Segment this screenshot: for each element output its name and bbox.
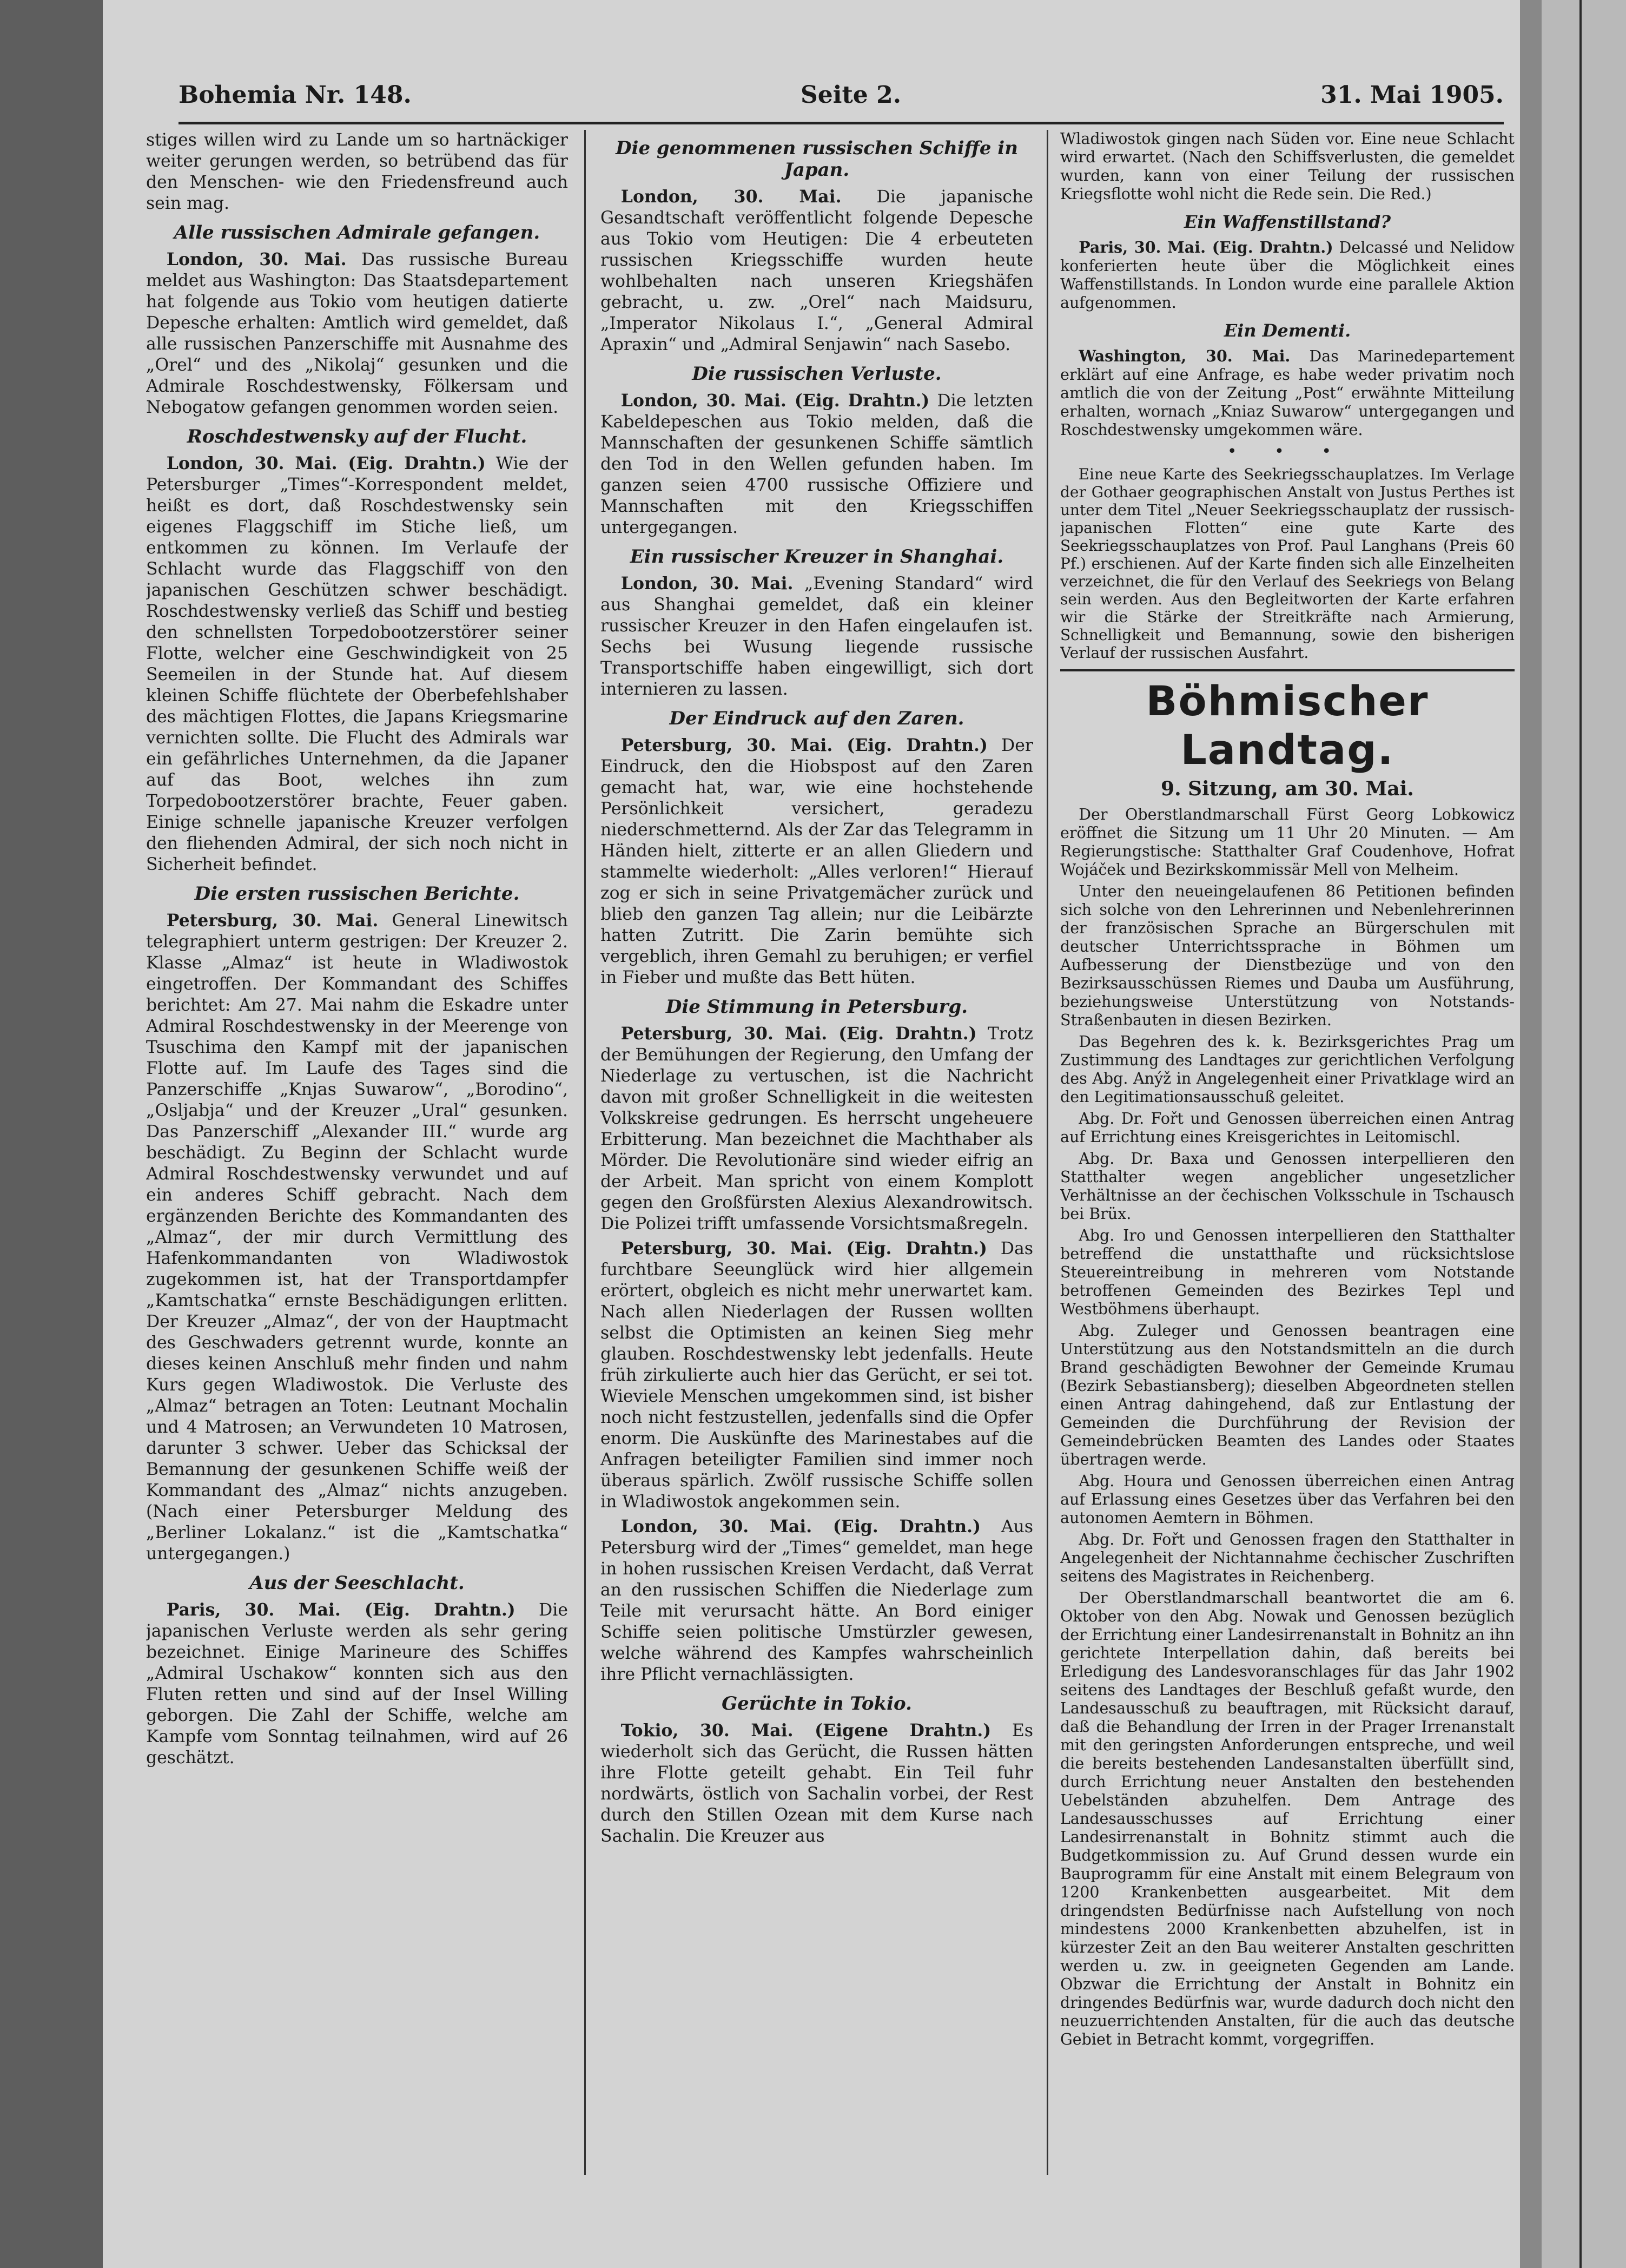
page-header	[179, 81, 1504, 119]
landtag-paragraph: Abg. Dr. Baxa und Genossen interpellieren den Statthalter wegen angeblicher ungesetzlicher Verhältnisse an der čechischen Volksschule in Tschausch bei Brüx.	[1060, 1150, 1515, 1223]
col3-headline-dementi: Ein Dementi.	[1224, 320, 1351, 341]
col2-headline-verluste: Die russischen Verluste.	[692, 363, 942, 385]
article-text: Die letzten Kabeldepeschen aus Tokio melden, daß die Mannschaften der gesunkenen Schiffe sämtlich den Tod in den Wellen gefunden haben. Im ganzen seien 4700 russische Offiziere und Mannschaften mit den Kriegsschiffen untergegangen.	[600, 391, 1033, 537]
col1-intro: stiges willen wird zu Lande um so hartnäckiger weiter gerungen werden, so betrübend das für den Menschen- wie den Friedensfreund auch sein mag.	[146, 130, 568, 213]
col2-article-schiffe-japan	[600, 186, 1033, 355]
landtag-paragraph: Der Oberstlandmarschall beantwortet die am 6. Oktober von den Abg. Nowak und Genossen bezüglich der Errichtung einer Landesirrenanstalt in Bohnitz an ihn gerichtete Interpellation dahin, daß bereits bei Erledigung des Landesvoranschlages für das Jahr 1902 seitens des Landtages der Beschluß gefaßt wurde, den Landesausschuß zu beauftragen, mit Rücksicht darauf, daß die Behandlung der Irren in der Prager Irrenanstalt mit den geringsten Anforderungen entspreche, und weil die bereits bestehenden Landesanstalten überfüllt sind, durch Errichtung neuer Anstalten den bestehenden Uebelständen abzuhelfen. Dem Antrage des Landesausschusses auf Errichtung einer Landesirrenanstalt in Bohnitz stimmt auch die Budgetkommission zu. Auf Grund dessen wurde ein Bauprogramm für eine Anstalt mit einem Belegraum von 1200 Krankenbetten ausgearbeitet. Mit dem dringendsten Bedürfnisse nach Aufstellung von noch mindestens 2000 Krankenbetten abzuhelfen, ist in kürzester Zeit an den Bau weiterer Anstalten geschritten werden u. zw. in geeigneten Gegenden am Lande. Obzwar die Errichtung der Anstalt in Bohnitz ein dringendes Bedürfnis war, wurde dadurch doch nicht den neuzuerrichtenden Anstalten, für die auch das deutsche Gebiet in Betracht kommt, vorgegriffen.	[1060, 1589, 1515, 2048]
header-page-number: Seite 2.	[801, 81, 902, 109]
col3-article-waffenstillstand	[1060, 238, 1515, 312]
dateline: Paris, 30. Mai. (Eig. Drahtn.)	[1079, 238, 1333, 256]
article-text: Es wiederholt sich das Gerücht, die Russen hätten ihre Flotte geteilt gehabt. Ein Teil fuhr nordwärts, östlich von Sachalin vorbei, der Rest durch den Stillen Ozean mit dem Kurse nach Sachalin. Die Kreuzer aus	[600, 1721, 1033, 1846]
article-text: General Linewitsch telegraphiert unterm gestrigen: Der Kreuzer 2. Klasse „Almaz“ ist heute in Wladiwostok eingetroffen. Der Kommandant des Schiffes berichtet: Am 27. Mai nahm die Eskadre unter Admiral Roschdestwensky in der Meerenge von Tsuschima den Kampf mit der japanischen Flotte auf. Im Laufe des Tages sind die Panzerschiffe „Knjas Suwarow“, „Borodino“, „Osljabja“ und der Kreuzer „Ural“ gesunken. Das Panzerschiff „Alexander III.“ wurde arg beschädigt. Zu Beginn der Schlacht wurde Admiral Roschdestwensky verwundet und auf ein anderes Schiff gebracht. Nach dem ergänzenden Berichte des Kommandanten des „Almaz“, der mir durch Vermittlung des Hafenkommandanten von Wladiwostok zugekommen ist, hat der Transportdampfer „Kamtschatka“ ernste Beschädigungen erlitten. Der Kreuzer „Almaz“, der von der Hauptmacht des Geschwaders getrennt wurde, konnte an dieses keinen Anschluß mehr finden und nahm Kurs gegen Wladiwostok. Die Verluste des „Almaz“ betragen an Toten: Leutnant Mochalin und 4 Matrosen; an Verwundeten 10 Matrosen, darunter 3 schwer. Ueber das Schicksal der Bemannung der gesunkenen Schiffe weiß der Kommandant des „Almaz“ nichts anzugeben. (Nach einer Petersburger Meldung des „Berliner Lokalanz.“ ist die „Kamtschatka“ untergegangen.)	[146, 911, 568, 1564]
scan-edge-shadow	[1520, 0, 1542, 2268]
col2-article-stimmung	[600, 1023, 1033, 1235]
dateline: Petersburg, 30. Mai. (Eig. Drahtn.)	[620, 1238, 987, 1258]
col2-headline-stimmung: Die Stimmung in Petersburg.	[665, 996, 968, 1018]
landtag-paragraph: Unter den neueingelaufenen 86 Petitionen befinden sich solche von den Lehrerinnen und Nebenlehrerinnen der französischen Sprache an Bürgerschulen mit deutscher Unterrichtssprache in Böhmen um Aufbesserung der Dienstbezüge und von den Bezirksausschüssen Riemes und Dauba um Ausführung, beziehungsweise Unterstützung von Notstands-Straßenbauten in diesen Bezirken.	[1060, 882, 1515, 1029]
col1-headline-berichte: Die ersten russischen Berichte.	[194, 883, 520, 905]
col3-notice-karte: Eine neue Karte des Seekriegsschauplatzes. Im Verlage der Gothaer geographischen Anstalt von Justus Perthes ist unter dem Titel „Neuer Seekriegsschauplatz der russisch-japanischen Flotten“ eine gute Karte des Seekriegsschauplatzes von Prof. Paul Langhans (Preis 60 Pf.) erschienen. Auf der Karte finden sich alle Einzelheiten verzeichnet, die für den Verlauf des Seekriegs von Belang sein werden. Aus den Begleitworten der Karte erfahren wir die Stärke der Streitkräfte nach Armierung, Schnelligkeit und Bemannung, sowie den bisherigen Verlauf der russischen Ausfahrt.	[1060, 465, 1515, 662]
col1-headline-admirale: Alle russischen Admirale gefangen.	[174, 222, 540, 243]
col3-headline-waffenstillstand: Ein Waffenstillstand?	[1184, 212, 1391, 232]
landtag-paragraph: Abg. Houra und Genossen überreichen einen Antrag auf Erlassung eines Gesetzes über das Verfahren bei den autonomen Aemtern in Böhmen.	[1060, 1472, 1515, 1527]
col2-headline-schiffe-japan: Die genommenen russischen Schiffe in Japan.	[616, 137, 1018, 181]
landtag-title: Böhmischer Landtag.	[1146, 677, 1429, 774]
col3-article-dementi	[1060, 347, 1515, 439]
article-text: Wie der Petersburger „Times“-Korrespondent meldet, heißt es dort, daß Roschdestwensky sein eigenes Flaggschiff im Stiche ließ, um entkommen zu können. Im Verlaufe der Schlacht wurde das Flaggschiff von den japanischen Geschützen schwer beschädigt. Roschdestwensky verließ das Schiff und bestieg den schnellsten Torpedobootzerstörer seiner Flotte, welcher eine Geschwindigkeit von 25 Seemeilen in der Stunde hat. Auf diesem kleinen Schiffe flüchtete der Oberbefehlshaber des mächtigen Flottes, die Japans Kriegsmarine vernichten sollte. Die Flucht des Admirals war ein gefährliches Unternehmen, da die Japaner auf das Boot, welches ihn zum Torpedobootzerstörer brachte, Feuer gaben. Einige schnelle japanische Kreuzer verfolgen den fliehenden Admiral, der sich noch nicht in Sicherheit befindet.	[146, 454, 568, 874]
dateline: Petersburg, 30. Mai. (Eig. Drahtn.)	[620, 1024, 977, 1044]
col3-intro: Wladiwostok gingen nach Süden vor. Eine neue Schlacht wird erwartet. (Nach den Schiffsverlusten, die gemeldet wurden, kann von einer Teilung der russischen Kriegsflotte wohl nicht die Rede sein. Die Red.)	[1060, 130, 1515, 203]
col1-headline-flucht: Roschdestwensky auf der Flucht.	[187, 426, 527, 447]
col2-headline-shanghai: Ein russischer Kreuzer in Shanghai.	[630, 546, 1004, 568]
landtag-paragraph: Der Oberstlandmarschall Fürst Georg Lobkowicz eröffnet die Sitzung um 11 Uhr 20 Minuten. — Am Regierungstische: Statthalter Graf Coudenhove, Hofrat Wojáček und Bezirkskommissär Mell von Melheim.	[1060, 806, 1515, 879]
dateline: Paris, 30. Mai. (Eig. Drahtn.)	[166, 1600, 515, 1620]
col1-headline-seeschlacht: Aus der Seeschlacht.	[249, 1572, 465, 1594]
dateline: Petersburg, 30. Mai. (Eig. Drahtn.)	[620, 735, 988, 755]
col2-article-seeunglueck	[600, 1238, 1033, 1513]
dateline: Washington, 30. Mai.	[1079, 347, 1291, 365]
header-paper-name: Bohemia Nr. 148.	[179, 81, 412, 109]
landtag-rule	[1060, 669, 1515, 671]
article-text: Die japanischen Verluste werden als sehr gering bezeichnet. Einige Marineure des Schiffes „Admiral Uschakow“ konnten sich aus den Fluten retten und sind auf der Insel Willing geborgen. Die Zahl der Schiffe, welche am Kampfe vom Sonntag teilnahmen, wird auf 26 geschätzt.	[146, 1600, 568, 1768]
col2-article-shanghai	[600, 573, 1033, 700]
col2-article-tokio	[600, 1720, 1033, 1847]
col1-article-seeschlacht	[146, 1599, 568, 1769]
article-text: Das russische Bureau meldet aus Washington: Das Staatsdepartement hat folgende aus Tokio vom heutigen datierte Depesche erhalten: Amtlich wird gemeldet, daß alle russischen Panzerschiffe mit Ausnahme des „Orel“ und des „Nikolaj“ gesunken und die Admirale Roschdestwensky, Fölkersam und Nebogatow gefangen genommen worden seien.	[146, 250, 568, 417]
dateline: London, 30. Mai.	[620, 573, 794, 594]
col2-headline-tokio: Gerüchte in Tokio.	[722, 1693, 912, 1715]
article-text: Das furchtbare Seeunglück wird hier allgemein erörtert, obgleich es nicht mehr unerwartet kam. Nach allen Niederlagen der Russen wollten selbst die Optimisten an keinen Sieg mehr glauben. Roschdestwensky lebt jedenfalls. Heute früh zirkulierte auch hier das Gerücht, er sei tot. Wieviele Menschen umgekommen sind, ist bisher noch nicht festzustellen, jedenfalls sind die Opfer enorm. Die Auskünfte des Marinestabes auf die Anfragen beteiligter Familien sind immer noch überaus spärlich. Zwölf russische Schiffe sollen in Wladiwostok angekommen sein.	[600, 1239, 1033, 1512]
dateline: London, 30. Mai.	[620, 187, 842, 207]
landtag-paragraph: Abg. Dr. Fořt und Genossen überreichen einen Antrag auf Errichtung eines Kreisgerichtes in Leitomischl.	[1060, 1110, 1515, 1146]
column-1	[146, 130, 568, 2229]
header-rule	[179, 122, 1504, 124]
section-separator-dots: • • •	[1227, 442, 1348, 461]
scan-scratch-line	[1579, 0, 1582, 2268]
dateline: London, 30. Mai. (Eig. Drahtn.)	[620, 1517, 981, 1537]
landtag-paragraph: Das Begehren des k. k. Bezirksgerichtes Prag um Zustimmung des Landtages zur gerichtlichen Verfolgung des Abg. Anýž in Angelegenheit einer Privatklage wird an den Legitimationsausschuß geleitet.	[1060, 1033, 1515, 1106]
column-3	[1060, 130, 1515, 2229]
col2-article-verrat	[600, 1516, 1033, 1685]
col2-article-verluste	[600, 390, 1033, 538]
article-text: Trotz der Bemühungen der Regierung, den Umfang der Niederlage zu vertuschen, ist die Nachricht davon mit großer Schnelligkeit in die weitesten Volkskreise gedrungen. Es herrscht ungeheuere Erbitterung. Man bezeichnet die Machthaber als Mörder. Die Revolutionäre sind wieder eifrig an der Arbeit. Man spricht von einem Komplott gegen den Großfürsten Alexius Alexandrowitsch. Die Polizei trifft umfassende Vorsichtsmaßregeln.	[600, 1024, 1033, 1234]
column-divider-2	[1047, 130, 1048, 2175]
col1-article-admirale	[146, 249, 568, 418]
column-divider-1	[584, 130, 586, 2175]
scan-edge-strip	[1520, 0, 1626, 2268]
col2-article-zaren	[600, 735, 1033, 988]
dateline: London, 30. Mai.	[166, 249, 347, 269]
dateline: London, 30. Mai. (Eig. Drahtn.)	[620, 391, 930, 411]
col1-article-berichte	[146, 910, 568, 1565]
article-text: „Evening Standard“ wird aus Shanghai gemeldet, daß ein kleiner russischer Kreuzer in den Hafen eingelaufen ist. Sechs bei Wusung liegende russische Transportschiffe haben eingewilligt, sich dort internieren zu lassen.	[600, 574, 1033, 699]
landtag-paragraph: Abg. Zuleger und Genossen beantragen eine Unterstützung aus den Notstandsmitteln an die durch Brand geschädigten Bewohner der Gemeinde Krumau (Bezirk Sebastiansberg); dieselben Abgeordneten stellen einen Antrag dahingehend, daß zur Entlastung der Gemeinden die Durchführung der Revision der Gemeindebrücken Beamten des Landes oder Staates übertragen werde.	[1060, 1322, 1515, 1468]
landtag-session: 9. Sitzung, am 30. Mai.	[1161, 777, 1414, 800]
article-text: Aus Petersburg wird der „Times“ gemeldet, man hege in hohen russischen Kreisen Verdacht, daß Verrat an den russischen Schiffen die Niederlage zum Teile mit verursacht hätte. An Bord einiger Schiffe seien politische Umstürzler gewesen, welche während des Kampfes wahrscheinlich ihre Pflicht vernachlässigten.	[600, 1517, 1033, 1684]
landtag-paragraph: Abg. Dr. Fořt und Genossen fragen den Statthalter in Angelegenheit der Nichtannahme čechischer Zuschriften seitens des Magistrates in Reichenberg.	[1060, 1531, 1515, 1585]
col2-headline-zaren: Der Eindruck auf den Zaren.	[669, 708, 964, 729]
article-text: Das Marinedepartement erklärt auf eine Anfrage, es habe weder privatim noch amtlich die von der Zeitung „Post“ erwähnte Mitteilung erhalten, wornach „Kniaz Suwarow“ untergegangen und Roschdestwensky umgekommen wäre.	[1060, 347, 1515, 439]
dateline: London, 30. Mai. (Eig. Drahtn.)	[166, 453, 486, 473]
column-2	[600, 130, 1033, 2229]
article-text: Delcassé und Nelidow konferierten heute über die Möglichkeit eines Waffenstillstands. In London wurde eine parallele Aktion aufgenommen.	[1060, 239, 1515, 312]
header-date: 31. Mai 1905.	[1320, 81, 1504, 109]
article-text: Die japanische Gesandtschaft veröffentlicht folgende Depesche aus Tokio vom Heutigen: Die 4 erbeuteten russischen Kriegsschiffe wurden heute wohlbehalten nach unseren Kriegshäfen gebracht, u. zw. „Orel“ nach Maidsuru, „Imperator Nikolaus I.“, „General Admiral Apraxin“ und „Admiral Senjawin“ nach Sasebo.	[600, 187, 1033, 354]
landtag-paragraph: Abg. Iro und Genossen interpellieren den Statthalter betreffend die unstatthafte und rücksichtslose Steuereintreibung in mehreren vom Notstande betroffenen Gemeinden des Bezirkes Tepl und Westböhmens überhaupt.	[1060, 1227, 1515, 1318]
dateline: Tokio, 30. Mai. (Eigene Drahtn.)	[620, 1720, 992, 1740]
dateline: Petersburg, 30. Mai.	[166, 911, 379, 931]
article-text: Der Eindruck, den die Hiobspost auf den Zaren gemacht hat, war, wie eine hochstehende Persönlichkeit versichert, geradezu niederschmetternd. Als der Zar das Telegramm in Händen hielt, zitterte er an allen Gliedern und stammelte wiederholt: „Alles verloren!“ Hierauf zog er sich in seine Privatgemächer zurück und blieb den ganzen Tag allein; nur die Leibärzte hatten Zutritt. Die Zarin bemühte sich vergeblich, ihren Gemahl zu beruhigen; er verfiel in Fieber und mußte das Bett hüten.	[600, 736, 1033, 987]
col1-article-flucht	[146, 453, 568, 875]
